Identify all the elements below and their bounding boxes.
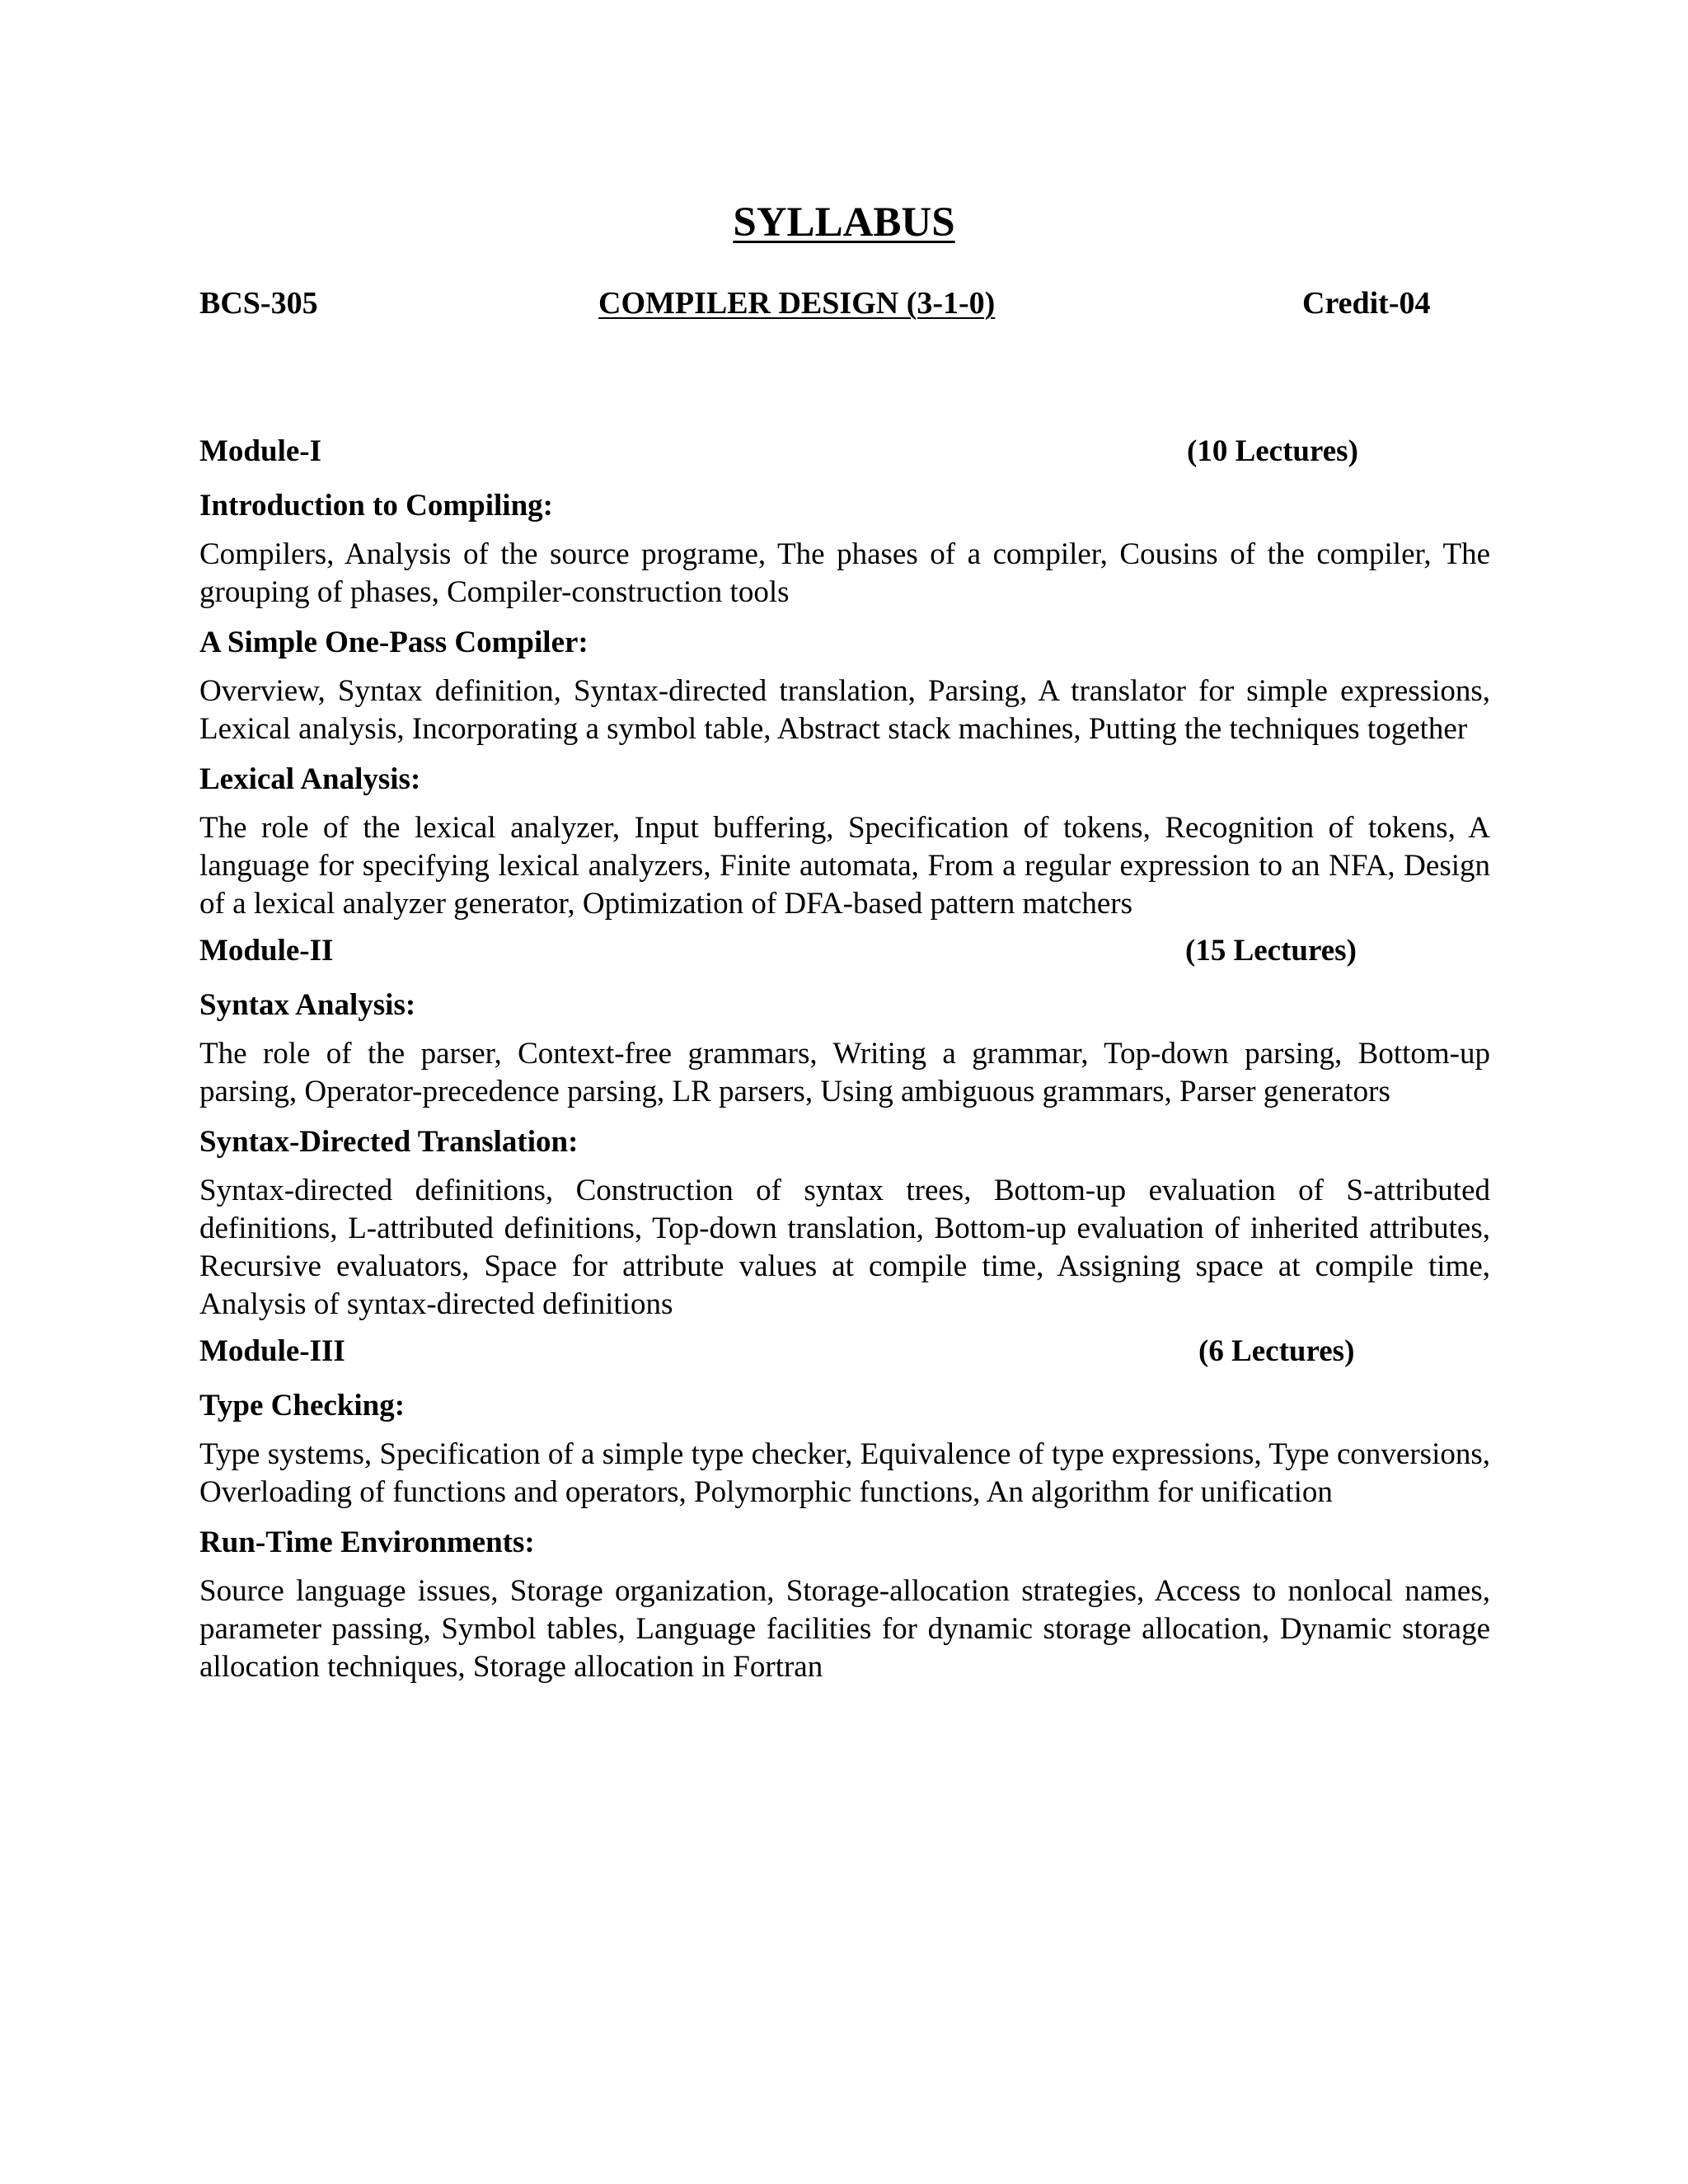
section-title: Syntax-Directed Translation: [199,1125,579,1159]
section-body: The role of the parser, Context-free grammars, Writing a grammar, Top-down parsing, Bottom-up parsing, Operator-precedence parsing, LR parsers, Using ambiguous grammars, Parser generators [199,1037,1490,1108]
section-title: Type Checking: [199,1389,406,1422]
course-code: BCS-305 [199,286,318,321]
section-title: Run-Time Environments: [199,1526,535,1559]
section-body: Type systems, Specification of a simple type checker, Equivalence of type expressions, Type conversions, Overloading of functions and operators, Polymorphic functions, An algorithm for unification [199,1437,1490,1509]
course-name: COMPILER DESIGN (3-1-0) [598,286,996,321]
course-header [199,282,1437,325]
syllabus-content [199,424,1490,1691]
module-header [199,928,1490,974]
module-header [199,429,1490,475]
section-body: Syntax-directed definitions, Construction of syntax trees, Bottom-up evaluation of S-attributed definitions, L-attributed definitions, Top-down translation, Bottom-up evaluation of inherited attributes, Recursive evaluators, Space for attribute values at compile time, Assigning space at compile time, Analysis of syntax-directed definitions [199,1174,1490,1321]
section-title: Syntax Analysis: [199,988,416,1022]
module-name: Module-II [199,934,334,968]
course-credit: Credit-04 [1302,286,1431,321]
section-body: Overview, Syntax definition, Syntax-directed translation, Parsing, A translator for simple expressions, Lexical analysis, Incorporating a symbol table, Abstract stack machines, Putting the techniques together [199,674,1490,746]
page-title: SYLLABUS [733,199,955,246]
module-name: Module-III [199,1334,345,1368]
section-body: Source language issues, Storage organization, Storage-allocation strategies, Access to nonlocal names, parameter passing, Symbol tables, Language facilities for dynamic storage allocation, Dynamic storage allocation techniques, Storage allocation in Fortran [199,1574,1490,1684]
section-body: The role of the lexical analyzer, Input buffering, Specification of tokens, Recognition of tokens, A language for specifying lexical analyzers, Finite automata, From a regular expression to an NFA, Design of a lexical analyzer generator, Optimization of DFA-based pattern matchers [199,811,1490,921]
module-name: Module-I [199,434,321,468]
module-header [199,1329,1490,1375]
section-body: Compilers, Analysis of the source programe, The phases of a compiler, Cousins of the compiler, The grouping of phases, Compiler-construction tools [199,537,1490,609]
section-title: A Simple One-Pass Compiler: [199,626,588,659]
module-lectures: (6 Lectures) [1198,1334,1355,1368]
module-lectures: (10 Lectures) [1187,434,1358,468]
section-title: Introduction to Compiling: [199,489,553,523]
section-title: Lexical Analysis: [199,762,421,796]
module-lectures: (15 Lectures) [1185,934,1357,968]
